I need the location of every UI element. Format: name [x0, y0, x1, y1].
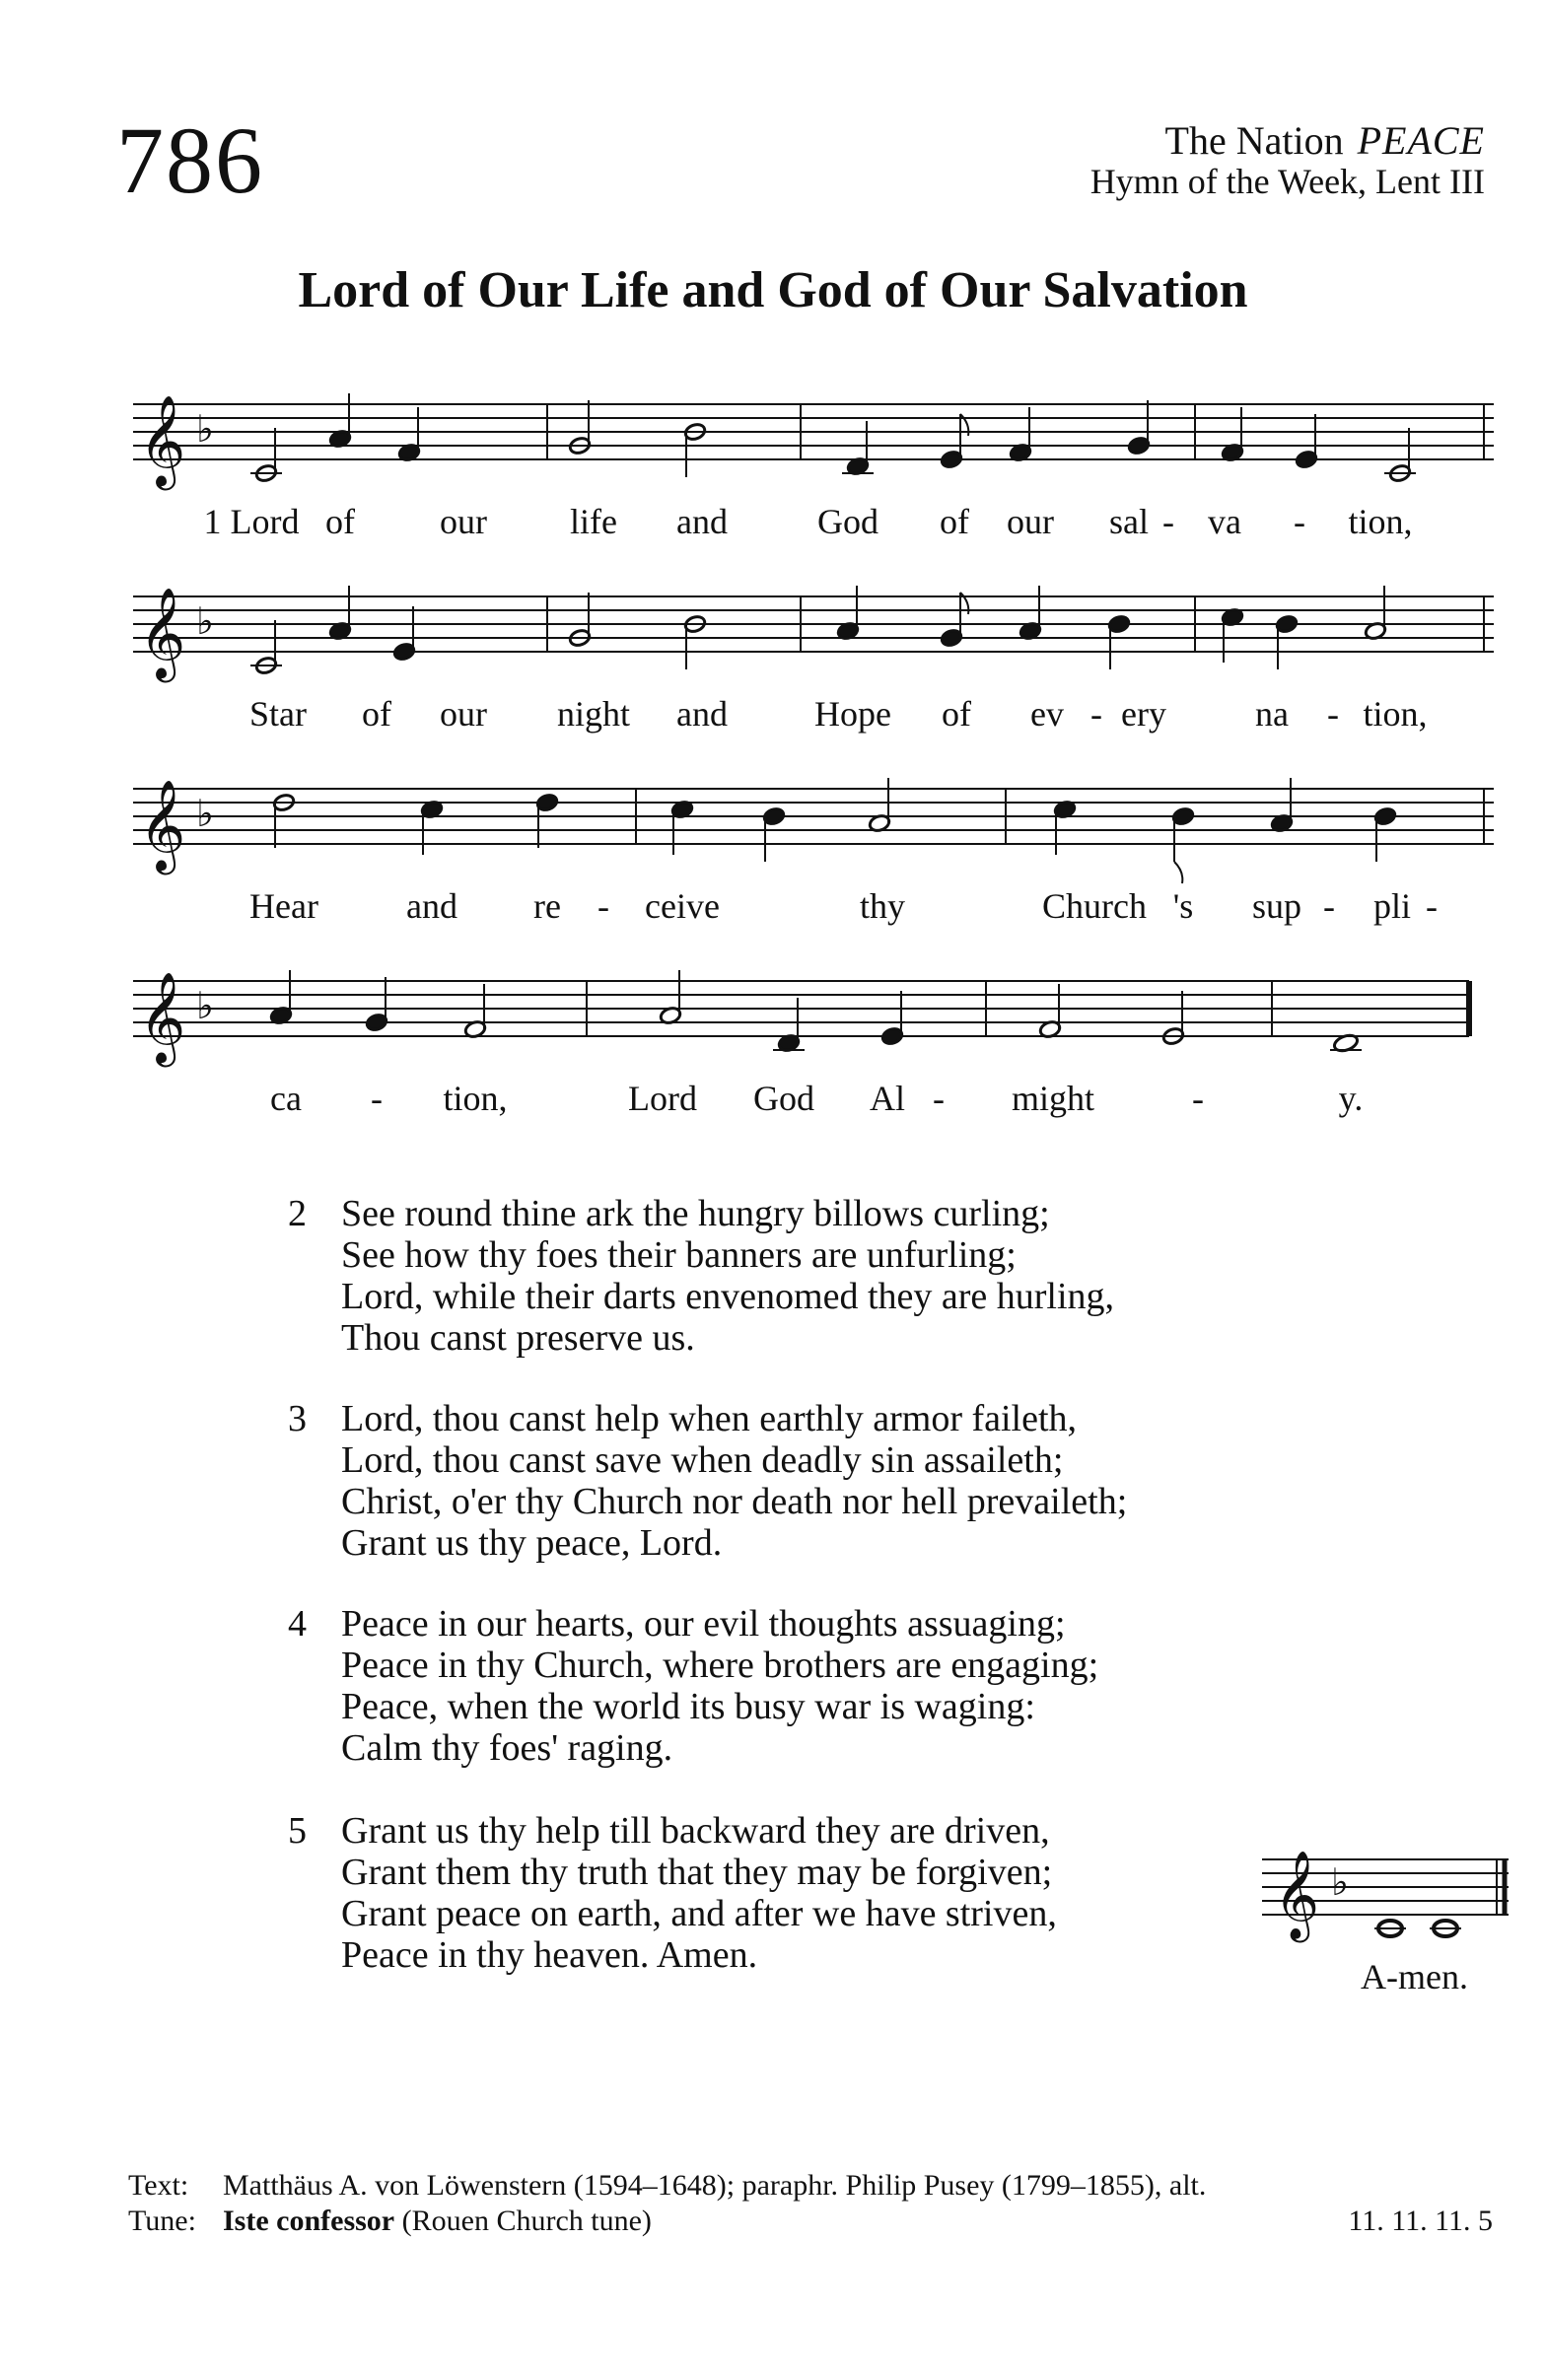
staff-svg — [0, 567, 1546, 695]
flat-icon: ♭ — [196, 792, 214, 835]
lyric-syllable: - — [1294, 502, 1305, 541]
verse-line: Peace in our hearts, our evil thoughts assuaging; — [341, 1603, 1066, 1645]
music-system — [0, 951, 1546, 1139]
lyric-syllable: of — [942, 694, 971, 734]
lyric-syllable: Hope — [814, 694, 891, 734]
staff-svg — [0, 759, 1546, 887]
lyric-syllable: our — [440, 502, 487, 541]
lyric-syllable: ery — [1121, 694, 1166, 734]
verse-line: See how thy foes their banners are unfurling; — [341, 1234, 1017, 1276]
verse-3 — [288, 1398, 1127, 1564]
staff-svg — [0, 951, 1546, 1080]
treble-clef-icon: 𝄞 — [1274, 1851, 1320, 1939]
credits-tune-label: Tune: — [128, 2205, 196, 2237]
music-system — [0, 759, 1546, 946]
lyric-syllable: 's — [1172, 886, 1194, 926]
lyric-syllable: Hear — [249, 886, 318, 926]
verse-line: Christ, o'er thy Church nor death nor hell prevaileth; — [341, 1481, 1128, 1522]
lyric-syllable: tion, — [1348, 502, 1413, 541]
lyric-syllable: Al — [870, 1079, 905, 1118]
lyric-syllable: night — [556, 694, 631, 734]
verse-line: Grant them thy truth that they may be forgiven; — [341, 1852, 1053, 1893]
lyric-syllable: 1 Lord — [203, 502, 300, 541]
hymn-category — [1090, 120, 1485, 201]
lyric-syllable: - — [371, 1079, 383, 1118]
verse-line: Lord, thou canst help when earthly armor faileth, — [341, 1398, 1078, 1439]
lyric-syllable: na — [1255, 694, 1289, 734]
lyric-syllable: Lord — [628, 1079, 697, 1118]
lyric-syllable: ceive — [645, 886, 720, 926]
lyric-syllable: our — [1007, 502, 1054, 541]
music-system — [0, 567, 1546, 754]
lyric-syllable: God — [817, 502, 878, 541]
amen-label: A-men. — [1361, 1957, 1468, 1996]
lyric-syllable: of — [940, 502, 969, 541]
verse-number: 2 — [288, 1193, 307, 1234]
lyric-syllable: - — [1426, 886, 1438, 926]
verse-number: 5 — [288, 1810, 307, 1852]
staff-svg — [0, 375, 1546, 503]
verse-line: Grant peace on earth, and after we have striven, — [341, 1893, 1057, 1934]
verse-line: Grant us thy peace, Lord. — [341, 1522, 723, 1564]
treble-clef-icon: 𝄞 — [139, 394, 186, 486]
lyric-syllable: - — [597, 886, 609, 926]
verse-line: Lord, while their darts envenomed they are hurling, — [341, 1276, 1115, 1317]
flat-icon: ♭ — [1331, 1860, 1349, 1904]
tune-name-label: PEACE — [1357, 118, 1485, 163]
verse-line: Calm thy foes' raging. — [341, 1727, 673, 1769]
verse-5 — [288, 1810, 1057, 1976]
hymn-number: 786 — [116, 107, 264, 213]
credits-tune-name: Iste confessor — [223, 2205, 395, 2237]
hymn-title: Lord of Our Life and God of Our Salvation — [298, 262, 1248, 318]
lyric-syllable: - — [1323, 886, 1335, 926]
verse-2 — [288, 1193, 1114, 1359]
lyric-syllable: Star — [249, 694, 307, 734]
lyric-syllable: of — [325, 502, 355, 541]
lyric-syllable: re — [533, 886, 561, 926]
credits-tune-detail: (Rouen Church tune) — [401, 2205, 652, 2237]
credits-text-label: Text: — [128, 2169, 189, 2202]
lyric-syllable: - — [933, 1079, 945, 1118]
flat-icon: ♭ — [196, 407, 214, 451]
lyric-syllable: va — [1208, 502, 1241, 541]
note-flag — [1174, 862, 1182, 883]
lyric-syllable: - — [1090, 694, 1102, 734]
lyric-syllable: - — [1192, 1079, 1204, 1118]
lyric-syllable: Church — [1042, 886, 1147, 926]
lyric-syllable: sup — [1251, 886, 1302, 926]
verse-line: Peace, when the world its busy war is waging: — [341, 1686, 1035, 1727]
lyric-syllable: tion, — [1363, 694, 1428, 734]
verse-line: Peace in thy heaven. Amen. — [341, 1934, 758, 1976]
credits-text-value: Matthäus A. von Löwenstern (1594–1648); paraphr. Philip Pusey (1799–1855), alt. — [223, 2169, 1207, 2202]
occasion-label: Hymn of the Week, Lent III — [1089, 162, 1485, 201]
verse-line: Grant us thy help till backward they are driven, — [341, 1810, 1050, 1852]
verse-line: Lord, thou canst save when deadly sin assaileth; — [341, 1439, 1064, 1481]
verse-number: 3 — [288, 1398, 307, 1439]
music-system — [0, 375, 1546, 562]
lyric-syllable: - — [1327, 694, 1339, 734]
verse-line: See round thine ark the hungry billows curling; — [341, 1193, 1050, 1234]
flat-icon: ♭ — [196, 599, 214, 643]
lyric-syllable: and — [676, 502, 728, 541]
verse-line: Thou canst preserve us. — [341, 1317, 695, 1359]
lyric-syllable: God — [753, 1079, 814, 1118]
credits-text — [128, 2169, 1206, 2203]
credits-tune — [128, 2205, 652, 2238]
lyric-syllable: life — [570, 502, 617, 541]
lyric-syllable: y. — [1338, 1079, 1364, 1118]
treble-clef-icon: 𝄞 — [139, 587, 186, 678]
lyric-syllable: and — [676, 694, 728, 734]
lyric-syllable: ca — [270, 1079, 302, 1118]
flat-icon: ♭ — [196, 984, 214, 1027]
lyric-syllable: of — [362, 694, 391, 734]
treble-clef-icon: 𝄞 — [139, 779, 186, 871]
lyric-syllable: thy — [859, 886, 906, 926]
lyric-syllable: - — [1162, 502, 1174, 541]
lyric-syllable: pli — [1372, 886, 1412, 926]
verse-line: Peace in thy Church, where brothers are engaging; — [341, 1645, 1099, 1686]
verse-4 — [288, 1603, 1098, 1769]
lyric-syllable: might — [1011, 1079, 1095, 1118]
category-label: The Nation — [1164, 118, 1344, 163]
credits-meter: 11. 11. 11. 5 — [1348, 2205, 1493, 2237]
lyric-syllable: ev — [1030, 694, 1064, 734]
verse-number: 4 — [288, 1603, 307, 1645]
lyric-syllable: sal — [1109, 502, 1149, 541]
lyric-syllable: our — [440, 694, 487, 734]
lyric-syllable: tion, — [443, 1079, 508, 1118]
lyric-syllable: and — [406, 886, 457, 926]
treble-clef-icon: 𝄞 — [139, 971, 186, 1063]
